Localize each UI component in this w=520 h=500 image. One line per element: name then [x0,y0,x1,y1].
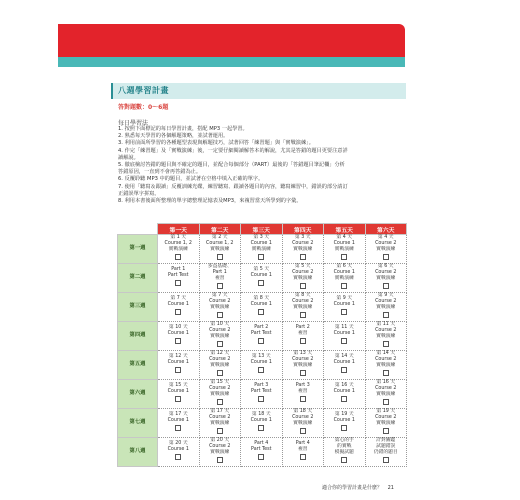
week-row [118,351,407,380]
completion-checkbox[interactable] [258,338,264,344]
cell-line: Course 1 [250,418,272,424]
completion-checkbox[interactable] [383,283,389,289]
cell-line: Course 1 [333,331,355,337]
plan-cell [365,264,407,293]
cell-line: 實戰演練 [210,363,230,368]
plan-cell [241,380,283,409]
cell-line: 實戰演練 [376,421,396,426]
week-label: 第五週 [118,351,158,380]
plan-cell [282,351,324,380]
cell-line: 實戰演練 [210,421,230,426]
plan-cell [158,293,200,322]
completion-checkbox[interactable] [217,312,223,318]
cell-line: Course 2 [292,270,314,276]
plan-cell [199,293,241,322]
cell-line: Course 1 [250,273,272,279]
cell-line: 第 1 天 [170,235,187,241]
step-item: 正錯誤單字拼寫。 [118,190,160,197]
step-item: 讀解說。 [118,154,139,161]
cell-line: 第 6 天 [336,264,353,270]
table-corner [118,224,158,235]
cell-line: 第 4 天 [336,235,353,241]
cell-line: 實戰演練 [210,334,230,339]
cell-line: Course 1 [333,302,355,308]
cell-line: 實戰演練 [376,276,396,281]
header-banner-teal [58,57,405,67]
plan-cell [324,351,366,380]
cell-line: 第 3 天 [253,235,270,241]
completion-checkbox[interactable] [383,341,389,347]
completion-checkbox[interactable] [300,454,306,460]
cell-line: 第 7 天 [170,296,187,302]
cell-line: 第 9 天 [377,293,394,299]
completion-checkbox[interactable] [217,370,223,376]
plan-cell [282,235,324,264]
plan-cell [241,351,283,380]
cell-line: Course 1 [333,389,355,395]
cell-line: Course 1 [167,418,189,424]
cell-line: 第 18 天 [251,412,271,418]
day-header: 第四天 [282,224,324,235]
plan-cell [365,235,407,264]
cell-line: Course 2 [375,357,397,363]
completion-checkbox[interactable] [383,428,389,434]
cell-line: Part 1 [171,267,186,273]
week-label: 第一週 [118,235,158,264]
completion-checkbox[interactable] [258,309,264,315]
completion-checkbox[interactable] [217,428,223,434]
cell-line: 第 16 天 [376,380,396,386]
plan-cell [199,235,241,264]
cell-line: Course 1 [333,360,355,366]
cell-line: Course 1 [333,270,355,276]
cell-line: 計對圖鑑 [376,438,396,444]
cell-line: Part 4 [295,441,310,447]
plan-cell [282,322,324,351]
completion-checkbox[interactable] [383,457,389,463]
completion-checkbox[interactable] [175,425,181,431]
week-label: 第二週 [118,264,158,293]
cell-line: 實戰演練 [210,392,230,397]
plan-cell [365,293,407,322]
cell-line: 第 17 天 [210,409,230,415]
plan-cell [365,322,407,351]
plan-cell [324,293,366,322]
week-label: 第四週 [118,322,158,351]
completion-checkbox[interactable] [300,338,306,344]
completion-checkbox[interactable] [383,254,389,260]
week-row [118,322,407,351]
completion-checkbox[interactable] [217,399,223,405]
cell-line: Course 1 [250,241,272,247]
cell-line: 第 13 天 [293,351,313,357]
cell-line: 實戰演練 [168,247,188,252]
cell-line: Course 1 [167,447,189,453]
completion-checkbox[interactable] [341,457,347,463]
cell-line: Course 1 [333,241,355,247]
cell-line: Part 4 [254,441,269,447]
cell-line: 第 5 天 [253,267,270,273]
cell-line: Course 2 [209,328,231,334]
cell-line: 複習 [297,331,308,337]
day-header: 第五天 [324,224,366,235]
cell-line: 第 11 天 [334,325,354,331]
cell-line: Course 2 [292,241,314,247]
completion-checkbox[interactable] [258,396,264,402]
cell-line: 第 2 天 [211,235,228,241]
plan-cell [241,322,283,351]
plan-cell [324,409,366,438]
completion-checkbox[interactable] [217,341,223,347]
cell-line: 第 14 天 [334,354,354,360]
completion-checkbox[interactable] [258,454,264,460]
plan-cell [199,409,241,438]
cell-line: 第 10 天 [168,325,188,331]
section-title: 八週學習計畫 [118,86,169,95]
plan-cell [282,380,324,409]
plan-cell [324,322,366,351]
cell-line: Course 2 [209,386,231,392]
plan-cell [241,438,283,467]
completion-checkbox[interactable] [341,367,347,373]
step-item: 3. 利用前面所學習的各種題型表現與解題技巧，試著回答「練習題」與「實戰演練」。 [118,140,314,147]
plan-cell [241,264,283,293]
steps-list [118,126,408,205]
cell-line: Part Test [251,447,272,453]
completion-checkbox[interactable] [300,428,306,434]
completion-checkbox[interactable] [383,399,389,405]
completion-checkbox[interactable] [341,338,347,344]
cell-line: Course 1 [333,418,355,424]
plan-cell [282,264,324,293]
cell-line: Course 2 [375,241,397,247]
completion-checkbox[interactable] [258,425,264,431]
plan-cell [158,409,200,438]
cell-line: Part 3 [295,383,310,389]
step-item: 4. 作完「練習題」及「實戰演練」後，一定要仔細閱讀解答本的解說，尤其是答錯的題目更要注意詳 [118,147,348,154]
plan-cell [199,380,241,409]
plan-cell [365,380,407,409]
plan-cell [365,438,407,467]
completion-checkbox[interactable] [341,425,347,431]
cell-line: Course 2 [209,444,231,450]
header-banner-red [58,24,405,57]
cell-line: 第 11 天 [376,322,396,328]
step-item: 1. 按照下面標記的每日學習計畫，搭配 MP3 一起學習。 [118,126,248,132]
cell-line: 第 19 天 [334,412,354,418]
completion-checkbox[interactable] [175,396,181,402]
plan-cell [158,264,200,293]
plan-cell [241,293,283,322]
week-label: 第六週 [118,380,158,409]
week-row [118,264,407,293]
cell-line: 實戰演練 [376,305,396,310]
cell-line: 實戰演練 [293,363,313,368]
cell-line: Course 1 [167,331,189,337]
completion-checkbox[interactable] [175,367,181,373]
page-footer [322,484,394,491]
completion-checkbox[interactable] [175,280,181,286]
plan-cell [282,409,324,438]
cell-line: 試題錯誤 [376,444,396,450]
cell-line: 實戰演練 [376,363,396,368]
cell-line: 實戰演練 [293,276,313,281]
plan-cell [199,351,241,380]
cell-line: 實戰演練 [334,247,354,252]
cell-line: Part 2 [254,325,269,331]
plan-cell [241,409,283,438]
cell-line: 第 12 天 [168,354,188,360]
cell-line: 第 8 天 [294,293,311,299]
completion-checkbox[interactable] [258,367,264,373]
completion-checkbox[interactable] [383,370,389,376]
cell-line: 第 8 天 [253,296,270,302]
completion-checkbox[interactable] [383,312,389,318]
plan-cell [158,235,200,264]
cell-line: 第 16 天 [334,383,354,389]
day-header: 第二天 [199,224,241,235]
step-item: 2. 熟悉每天學習的各個解題策略，並試著運用。 [118,133,229,140]
completion-checkbox[interactable] [258,280,264,286]
cell-line: Part Test [251,331,272,337]
day-header: 第一天 [158,224,200,235]
cell-line: 實戰演練 [210,305,230,310]
cell-line: 第 10 天 [210,322,230,328]
week-label: 第七週 [118,409,158,438]
step-item: 8. 利用本書後面所整理的單字總整理記憶表及MP3，來複習當天所學到的字彙。 [118,198,302,205]
cell-line: 第 12 天 [210,351,230,357]
cell-line: Course 2 [375,386,397,392]
cell-line: 第 13 天 [251,354,271,360]
cell-line: 實戰演練 [210,450,230,455]
cell-line: 第心的手 [334,438,354,444]
plan-cell [241,235,283,264]
completion-checkbox[interactable] [217,457,223,463]
cell-line: 第 15 天 [168,383,188,389]
cell-line: Course 2 [292,357,314,363]
cell-line: 模擬試題 [334,450,354,455]
cell-line: 的實戰 [337,444,352,450]
cell-line: 第 3 天 [294,235,311,241]
plan-cell [158,438,200,467]
plan-cell [199,438,241,467]
cell-line: 第 14 天 [376,351,396,357]
cell-line: 第 5 天 [294,264,311,270]
cell-line: Course 2 [375,328,397,334]
day-header: 第六天 [365,224,407,235]
week-row [118,409,407,438]
completion-checkbox[interactable] [258,254,264,260]
step-item: 5. 徹底檢討答錯的題目與不確定的題目，並配合每個部分（PART）最後的「答錯題目筆記欄」分析 [118,162,345,169]
plan-cell [324,380,366,409]
step-item: 答錯原因，一直到不會再答錯為止。 [118,169,202,176]
cell-line: 實戰演練 [210,247,230,252]
cell-line: Course 2 [292,415,314,421]
cell-line: 第 9 天 [336,296,353,302]
cell-line: Course 2 [209,299,231,305]
cell-line: Course 2 [209,415,231,421]
week-label: 第三週 [118,293,158,322]
study-plan-table [117,223,407,467]
plan-cell [365,409,407,438]
cell-line: Course 1 [167,360,189,366]
plan-cell [324,438,366,467]
cell-line: 實戰演練 [251,247,271,252]
plan-cell [199,322,241,351]
completion-checkbox[interactable] [341,283,347,289]
plan-cell [324,235,366,264]
cell-line: 複習 [297,447,308,453]
completion-checkbox[interactable] [175,454,181,460]
completion-checkbox[interactable] [175,254,181,260]
footer-text: 適合你的學習計畫是什麼？ [322,485,383,491]
week-row [118,438,407,467]
cell-line: Course 1 [250,360,272,366]
completion-checkbox[interactable] [217,254,223,260]
cell-line: Part 3 [254,383,269,389]
week-row [118,293,407,322]
completion-checkbox[interactable] [341,309,347,315]
cell-line: 第 20 天 [168,441,188,447]
completion-checkbox[interactable] [300,283,306,289]
cell-line: Course 1 [167,302,189,308]
completion-checkbox[interactable] [300,396,306,402]
plan-cell [158,351,200,380]
completion-checkbox[interactable] [341,254,347,260]
plan-cell [158,380,200,409]
week-row [118,380,407,409]
cell-line: 第 6 天 [377,264,394,270]
plan-cell [282,293,324,322]
cell-line: Part Test [251,389,272,395]
cell-line: Course 2 [209,357,231,363]
cell-line: Course 1 [250,302,272,308]
cell-line: 複習 [297,389,308,395]
cell-line: 實戰演練 [376,392,396,397]
cell-line: 複習 [214,276,225,281]
cell-line: 實戰演練 [376,247,396,252]
completion-checkbox[interactable] [217,283,223,289]
cell-line: 仍錯的題目 [373,450,398,455]
step-item: 7. 使用「聽寫＆跟讀」反覆訓練光碟，練習聽寫、跟讀各題目的內容，聽寫練習中，錯誤的部分請訂 [118,183,348,190]
cell-line: 多益基礎、 [207,264,232,270]
plan-cell [158,322,200,351]
plan-cell [282,438,324,467]
cell-line: 第 17 天 [168,412,188,418]
cell-line: Course 2 [292,299,314,305]
cell-line: Course 2 [375,270,397,276]
completion-checkbox[interactable] [175,338,181,344]
cell-line: Part Test [168,273,189,279]
cell-line: Course 2 [375,415,397,421]
cell-line: Course 1, 2 [206,241,234,247]
completion-checkbox[interactable] [175,309,181,315]
cell-line: Course 2 [375,299,397,305]
cell-line: Part 2 [295,325,310,331]
plan-cell [324,264,366,293]
plan-cell [199,264,241,293]
page-number: 21 [387,485,394,491]
completion-checkbox[interactable] [300,370,306,376]
step-item: 6. 反覆聆聽 MP3 中的題目，並試著在空格中填入正確的單字。 [118,176,264,183]
day-header: 第三天 [241,224,283,235]
score-range-subtitle: 答對題數：0～6題 [118,104,169,111]
cell-line: Course 1 [167,389,189,395]
cell-line: 第 7 天 [211,293,228,299]
table-header-row [118,224,407,235]
cell-line: 實戰演練 [293,421,313,426]
cell-line: 第 19 天 [376,409,396,415]
cell-line: 實戰演練 [334,276,354,281]
cell-line: 第 4 天 [377,235,394,241]
cell-line: 實戰演練 [376,334,396,339]
cell-line: 實戰演練 [293,305,313,310]
completion-checkbox[interactable] [341,396,347,402]
steps-heading: 每日學習法 [118,120,149,127]
completion-checkbox[interactable] [300,254,306,260]
plan-cell [365,351,407,380]
cell-line: 第 15 天 [210,380,230,386]
cell-line: 第 18 天 [293,409,313,415]
cell-line: 第 20 天 [210,438,230,444]
cell-line: Course 1, 2 [164,241,192,247]
cell-line: Part 1 [212,270,227,276]
week-label: 第八週 [118,438,158,467]
week-row [118,235,407,264]
completion-checkbox[interactable] [300,312,306,318]
cell-line: 實戰演練 [293,247,313,252]
